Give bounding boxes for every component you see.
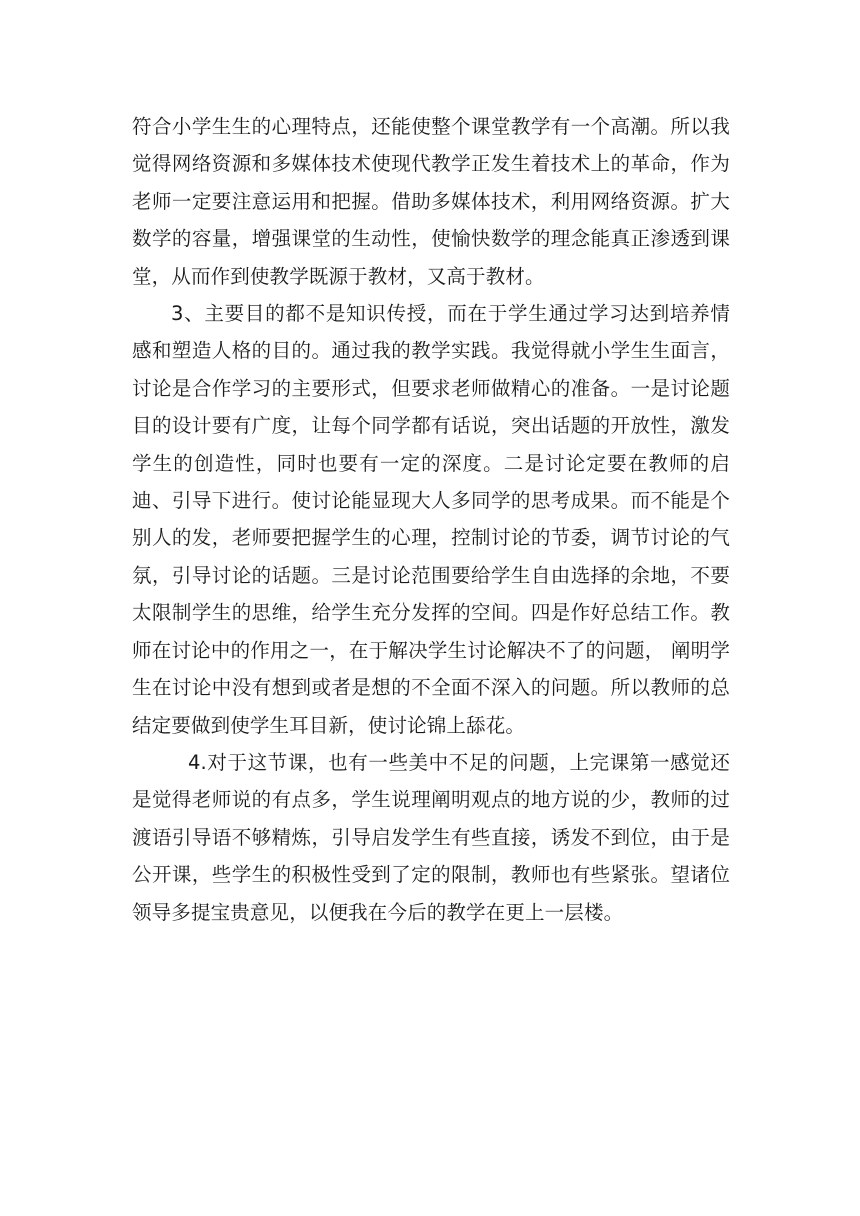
paragraph-continuation: 符合小学生生的心理特点，还能使整个课堂教学有一个高潮。所以我觉得网络资源和多媒体技术使现代教学正发生着技术上的革命，作为老师一定要注意运用和把握。借助多媒体技术，利用网络资源。扩大数学的容量，增强课堂的生动性，使愉快数学的理念能真正渗透到课堂，从而作到使教学既源于教材，又高于教材。 — [132, 115, 730, 288]
paragraph-point-3: 3、主要目的都不是知识传授，而在于学生通过学习达到培养情感和塑造人格的目的。通过我的教学实践。我觉得就小学生生面言，讨论是合作学习的主要形式，但要求老师做精心的准备。一是讨论题目的设计要有广度，让每个同学都有话说，突出话题的开放性，激发学生的创造性，同时也要有一定的深度。二是讨论定要在教师的启迪、引导下进行。使讨论能显现大人多同学的思考成果。而不能是个别人的发，老师要把握学生的心理，控制讨论的节委，调节讨论的气氛，引导讨论的话题。三是讨论范围要给学生自由选择的余地，不要太限制学生的思维，给学生充分发挥的空间。四是作好总结工作。教师在讨论中的作用之一，在于解决学生讨论解决不了的问题， 阐明学生在讨论中没有想到或者是想的不全面不深入的问题。所以教师的总结定要做到使学生耳目新，使讨论锦上舔花。 — [132, 302, 730, 737]
document-body — [132, 108, 730, 931]
paragraph-point-4: 4.对于这节课，也有一些美中不足的问题，上完课第一感觉还是觉得老师说的有点多，学生说理阐明观点的地方说的少，教师的过渡语引导语不够精炼，引导启发学生有些直接，诱发不到位，由于是公开课，些学生的积极性受到了定的限制，教师也有些紧张。望诸位领导多提宝贵意见，以便我在今后的教学在更上一层楼。 — [132, 750, 730, 924]
